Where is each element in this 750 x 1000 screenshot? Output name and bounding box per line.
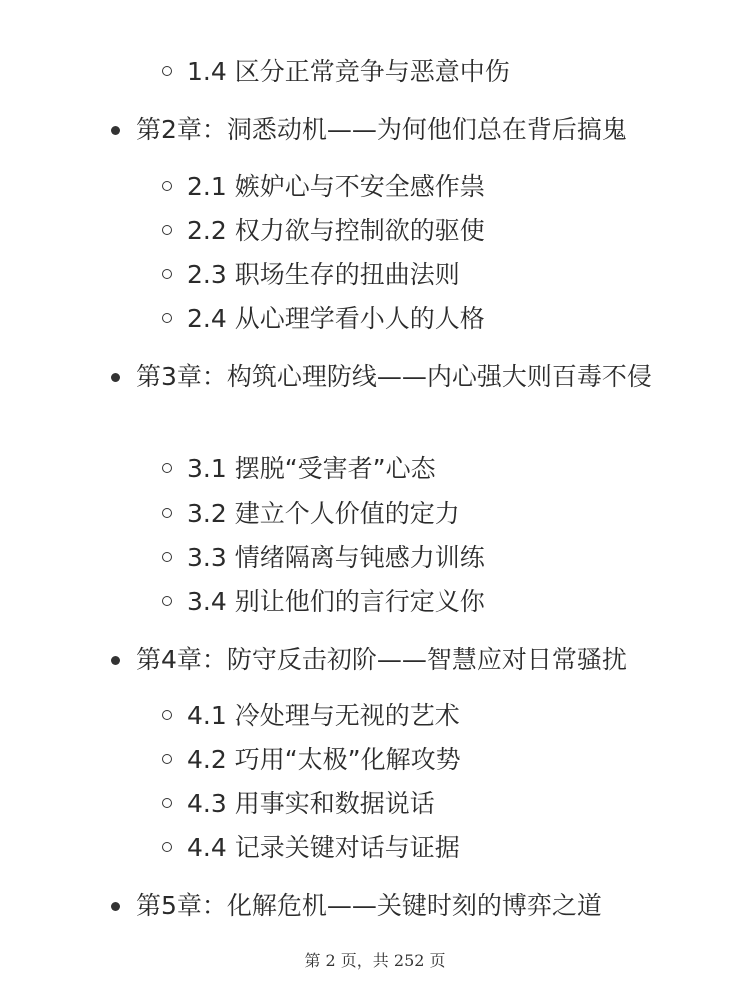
hollow-bullet-icon — [162, 754, 172, 764]
toc-section-text: 2.3 职场生存的扭曲法则 — [187, 260, 460, 289]
toc-section-text: 4.2 巧用“太极”化解攻势 — [187, 745, 461, 774]
toc-chapter-text: 第3章：构筑心理防线——内心强大则百毒不侵 — [136, 362, 652, 391]
toc-section-text: 2.1 嫉妒心与不安全感作祟 — [187, 172, 485, 201]
toc-chapter-text: 第5章：化解危机——关键时刻的博弈之道 — [136, 891, 602, 920]
hollow-bullet-icon — [162, 710, 172, 720]
toc-section-text: 3.2 建立个人价值的定力 — [187, 499, 460, 528]
toc-section-text: 4.1 冷处理与无视的艺术 — [187, 701, 460, 730]
toc-chapter-text: 第2章：洞悉动机——为何他们总在背后搞鬼 — [136, 115, 627, 144]
filled-bullet-icon — [111, 902, 120, 911]
filled-bullet-icon — [111, 656, 120, 665]
page-number-footer: 第 2 页，共 252 页 — [304, 951, 446, 970]
filled-bullet-icon — [111, 126, 120, 135]
toc-section-text: 3.4 别让他们的言行定义你 — [187, 587, 485, 616]
toc-section-text: 3.1 摆脱“受害者”心态 — [187, 454, 436, 483]
hollow-bullet-icon — [162, 225, 172, 235]
hollow-bullet-icon — [162, 842, 172, 852]
toc-section-text: 2.2 权力欲与控制欲的驱使 — [187, 216, 485, 245]
filled-bullet-icon — [111, 373, 120, 382]
toc-section-text: 1.4 区分正常竞争与恶意中伤 — [187, 57, 510, 86]
hollow-bullet-icon — [162, 508, 172, 518]
hollow-bullet-icon — [162, 181, 172, 191]
toc-section-text: 4.4 记录关键对话与证据 — [187, 833, 460, 862]
hollow-bullet-icon — [162, 596, 172, 606]
hollow-bullet-icon — [162, 552, 172, 562]
hollow-bullet-icon — [162, 798, 172, 808]
hollow-bullet-icon — [162, 463, 172, 473]
toc-section-text: 3.3 情绪隔离与钝感力训练 — [187, 543, 485, 572]
toc-chapter-text: 第4章：防守反击初阶——智慧应对日常骚扰 — [136, 645, 627, 674]
hollow-bullet-icon — [162, 313, 172, 323]
toc-section-text: 2.4 从心理学看小人的人格 — [187, 304, 485, 333]
toc-section-text: 4.3 用事实和数据说话 — [187, 789, 435, 818]
hollow-bullet-icon — [162, 269, 172, 279]
hollow-bullet-icon — [162, 66, 172, 76]
